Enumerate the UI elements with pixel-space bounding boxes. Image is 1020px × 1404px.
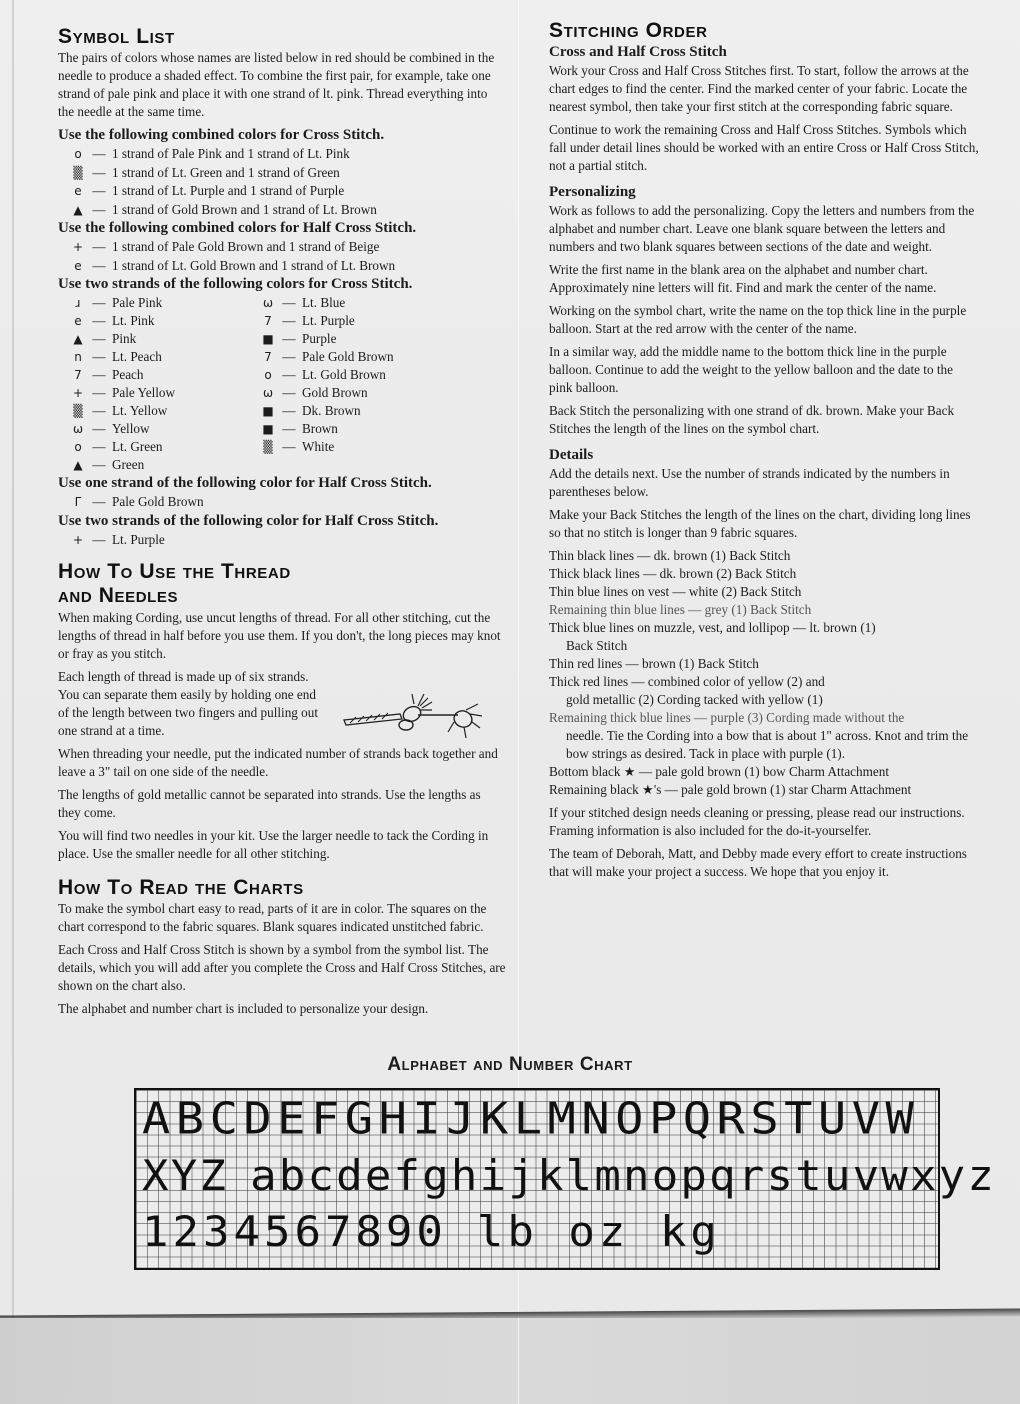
list-item: Γ — Pale Gold Brown (58, 493, 506, 512)
combined-half-list (58, 238, 506, 275)
list-item: + — Lt. Purple (58, 531, 506, 550)
symbol-glyph: 7 (264, 314, 272, 328)
symbol-glyph: + (72, 240, 84, 254)
list-item: Thin red lines — brown (1) Back Stitch (549, 656, 759, 671)
combined-half-heading: Use the following combined colors for Half Cross Stitch. (58, 220, 417, 236)
symbol-glyph: + (72, 386, 84, 400)
read-charts-p2: Each Cross and Half Cross Stitch is shown by a symbol from the symbol list. The details, which you will add after you complete the Cross and Half Cross Stitches, are shown on the chart also. (58, 942, 506, 993)
list-item: Thin black lines — dk. brown (1) Back Stitch (549, 548, 791, 563)
two-strand-right (248, 294, 478, 474)
list-item: o — Lt. Gold Brown (248, 366, 478, 384)
personalizing-p4: In a similar way, add the middle name to the bottom thick line in the purple balloon. Continue to add the weight to the yellow balloon and the date to the pink balloon. (549, 344, 953, 395)
symbol-glyph: + (72, 532, 84, 547)
list-item: Thick red lines — combined color of yellow (2) and gold metallic (2) Cording tacked with yellow (1) (549, 674, 825, 707)
list-item: ■ — Brown (248, 420, 478, 438)
symbol-glyph: 7 (74, 368, 82, 382)
symbol-list-intro: The pairs of colors whose names are listed below in red should be combined in the needle to produce a shaded effect. To combine the first pair, for example, take one strand of pale pink and place it with one strand of lt. pink. Thread everything into the needle at the same time. (58, 50, 495, 119)
list-item: Remaining thin blue lines — grey (1) Back Stitch (549, 602, 812, 617)
symbol-glyph: e (74, 314, 82, 328)
list-item: 7 — Pale Gold Brown (248, 348, 478, 366)
list-item: ▲ — Green (58, 456, 248, 474)
symbol-glyph: ■ (262, 422, 274, 436)
symbol-glyph: o (264, 368, 272, 382)
personalizing-p3: Working on the symbol chart, write the name on the top thick line in the purple balloon. Start at the red arrow with the center of the name. (549, 303, 967, 336)
two-strand-cross-list (58, 294, 506, 474)
symbol-glyph: ▒ (73, 165, 83, 180)
list-item: 7 — Lt. Purple (248, 312, 478, 330)
symbol-glyph: ▲ (73, 458, 83, 472)
chart-uppercase-xyz: XYZ (142, 1152, 229, 1201)
symbol-glyph: e (74, 184, 82, 198)
thread-needles-p3: When threading your needle, put the indicated number of strands back together and leave a 3" tail on one side of the needle. (58, 746, 498, 779)
list-item: o — 1 strand of Pale Pink and 1 strand of Lt. Pink (58, 145, 506, 164)
symbol-glyph: ω (72, 422, 84, 436)
symbol-glyph: ω (262, 386, 274, 400)
symbol-glyph: ω (262, 296, 274, 310)
details-p3: If your stitched design needs cleaning or pressing, please read our instructions. Framing information is also included for the do-it-yourselfer. (549, 805, 965, 838)
list-item: Thin blue lines on vest — white (2) Back Stitch (549, 584, 802, 599)
chart-units: lb oz kg (476, 1208, 721, 1257)
list-item: o — Lt. Green (58, 438, 248, 456)
symbol-glyph: n (74, 350, 82, 364)
chart-lowercase: abcdefghijklmnopqrstuvwxyz (250, 1152, 997, 1201)
cross-half-p2: Continue to work the remaining Cross and Half Cross Stitches. Symbols which fall under detail lines should be worked with an entire Cross or Half Cross Stitch, not a partial stitch. (549, 122, 979, 173)
thread-needles-title-1: How To Use the Thread (58, 560, 291, 583)
list-item: 7 — Peach (58, 366, 248, 384)
list-item: + — Pale Yellow (58, 384, 248, 402)
symbol-glyph: Γ (74, 495, 82, 509)
two-strand-left (58, 294, 248, 474)
read-charts-title: How To Read the Charts (58, 876, 304, 899)
combined-cross-list (58, 145, 506, 219)
page-edge (12, 0, 14, 1318)
details-p4: The team of Deborah, Matt, and Debby made every effort to create instructions that will make your project a success. We hope that you enjoy it. (549, 846, 967, 879)
personalizing-p5: Back Stitch the personalizing with one strand of dk. brown. Make your Back Stitches the length of the lines on the symbol chart. (549, 403, 955, 436)
two-strand-half-heading: Use two strands of the following color for Half Cross Stitch. (58, 512, 439, 529)
combined-cross-heading: Use the following combined colors for Cross Stitch. (58, 127, 385, 143)
list-item: ▲ — 1 strand of Gold Brown and 1 strand of Lt. Brown (58, 201, 506, 220)
alphabet-chart-title: Alphabet and Number Chart (387, 1054, 633, 1075)
chart-row-mixed (142, 1152, 996, 1200)
symbol-glyph: ■ (262, 332, 274, 346)
list-item: Remaining thick blue lines — purple (3) Cording made without the needle. Tie the Cording into a bow that is about 1" across. Knot and trim the bow strings as desired. Tack in place with purple (1). (549, 710, 969, 761)
scanner-background (0, 1318, 1020, 1404)
list-item: ▒ — White (248, 438, 478, 456)
list-item: n — Lt. Peach (58, 348, 248, 366)
cross-half-p1: Work your Cross and Half Cross Stitches first. To start, follow the arrows at the chart edges to find the center. Find the marked center of your fabric. Locate the nearest symbol, then take your first stitch at the corresponding fabric square. (549, 63, 969, 114)
right-column (549, 20, 979, 886)
list-item: e — 1 strand of Lt. Purple and 1 strand of Purple (58, 182, 506, 201)
list-item: Thick blue lines on muzzle, vest, and lollipop — lt. brown (1) Back Stitch (549, 620, 876, 653)
list-item: Remaining black ★'s — pale gold brown (1) star Charm Attachment (549, 782, 912, 797)
left-column (58, 26, 506, 1023)
list-item: ▒ — Lt. Yellow (58, 402, 248, 420)
list-item: e — 1 strand of Lt. Gold Brown and 1 strand of Lt. Brown (58, 257, 506, 276)
two-strand-cross-heading: Use two strands of the following colors for Cross Stitch. (58, 276, 413, 292)
list-item: ▲ — Pink (58, 330, 248, 348)
thread-needles-p4: The lengths of gold metallic cannot be separated into strands. Use the lengths as they come. (58, 787, 481, 820)
list-item: ■ — Dk. Brown (248, 402, 478, 420)
list-item: ω — Gold Brown (248, 384, 478, 402)
symbol-glyph: ɹ (75, 296, 81, 310)
detail-lines-list (549, 547, 979, 799)
thread-bow-illustration (340, 692, 490, 740)
symbol-glyph: ▲ (73, 332, 83, 346)
symbol-glyph: o (74, 147, 82, 161)
symbol-glyph: ▒ (73, 404, 83, 418)
list-item: e — Lt. Pink (58, 312, 248, 330)
thread-needles-p1: When making Cording, use uncut lengths of thread. For all other stitching, cut the lengths of thread in half before you use them. If you don't, the long pieces may knot or fray as you stitch. (58, 610, 501, 661)
cross-half-heading: Cross and Half Cross Stitch (549, 44, 727, 60)
thread-needles-p5: You will find two needles in your kit. Use the larger needle to tack the Cording in place. Use the smaller needle for all other stitching. (58, 828, 489, 861)
symbol-glyph: ■ (262, 404, 274, 418)
symbol-glyph: ▒ (263, 440, 273, 454)
scanner-line (518, 1318, 519, 1404)
symbol-glyph: o (74, 440, 82, 454)
personalizing-heading: Personalizing (549, 184, 636, 200)
alphabet-number-chart-grid (134, 1088, 997, 1270)
thread-needles-p2: Each length of thread is made up of six strands. You can separate them easily by holding one end of the length between two fingers and pulling out one strand at a time. (58, 669, 319, 738)
personalizing-p1: Work as follows to add the personalizing. Copy the letters and numbers from the alphabet and number chart. Leave one blank square between the letters and numbers and two blank squares between sections of the date and weight. (549, 203, 975, 254)
symbol-glyph: ▲ (73, 202, 83, 217)
list-item: ■ — Purple (248, 330, 478, 348)
details-heading: Details (549, 447, 594, 463)
symbol-list-title: Symbol List (58, 25, 175, 48)
thread-needles-title-2: and Needles (58, 584, 179, 607)
chart-row-digits (142, 1208, 721, 1256)
list-item: Bottom black ★ — pale gold brown (1) bow Charm Attachment (549, 764, 889, 779)
list-item: Thick black lines — dk. brown (2) Back Stitch (549, 566, 797, 581)
list-item: ω — Lt. Blue (248, 294, 478, 312)
chart-digits: 1234567890 (142, 1208, 447, 1257)
list-item: ω — Yellow (58, 420, 248, 438)
read-charts-p3: The alphabet and number chart is included to personalize your design. (58, 1001, 429, 1016)
list-item: ▒ — 1 strand of Lt. Green and 1 strand of Green (58, 164, 506, 183)
personalizing-p2: Write the first name in the blank area on the alphabet and number chart. Approximately nine letters will fit. Find and mark the center of the name. (549, 262, 937, 295)
one-strand-half-heading: Use one strand of the following color for Half Cross Stitch. (58, 475, 432, 491)
details-p1: Add the details next. Use the number of strands indicated by the numbers in parentheses below. (549, 466, 950, 499)
list-item: + — 1 strand of Pale Gold Brown and 1 strand of Beige (58, 238, 506, 257)
symbol-glyph: 7 (264, 350, 272, 364)
read-charts-p1: To make the symbol chart easy to read, parts of it are in color. The squares on the chart correspond to the fabric squares. Blank squares indicated unstitched fabric. (58, 901, 487, 934)
details-p2: Make your Back Stitches the length of the lines on the chart, dividing long lines so that no stitch is longer than 9 fabric squares. (549, 507, 971, 540)
symbol-glyph: e (74, 258, 82, 273)
chart-row-uppercase: ABCDEFGHIJKLMNOPQRSTUVW (142, 1094, 920, 1145)
stitching-order-title: Stitching Order (549, 19, 708, 42)
list-item: ɹ — Pale Pink (58, 294, 248, 312)
